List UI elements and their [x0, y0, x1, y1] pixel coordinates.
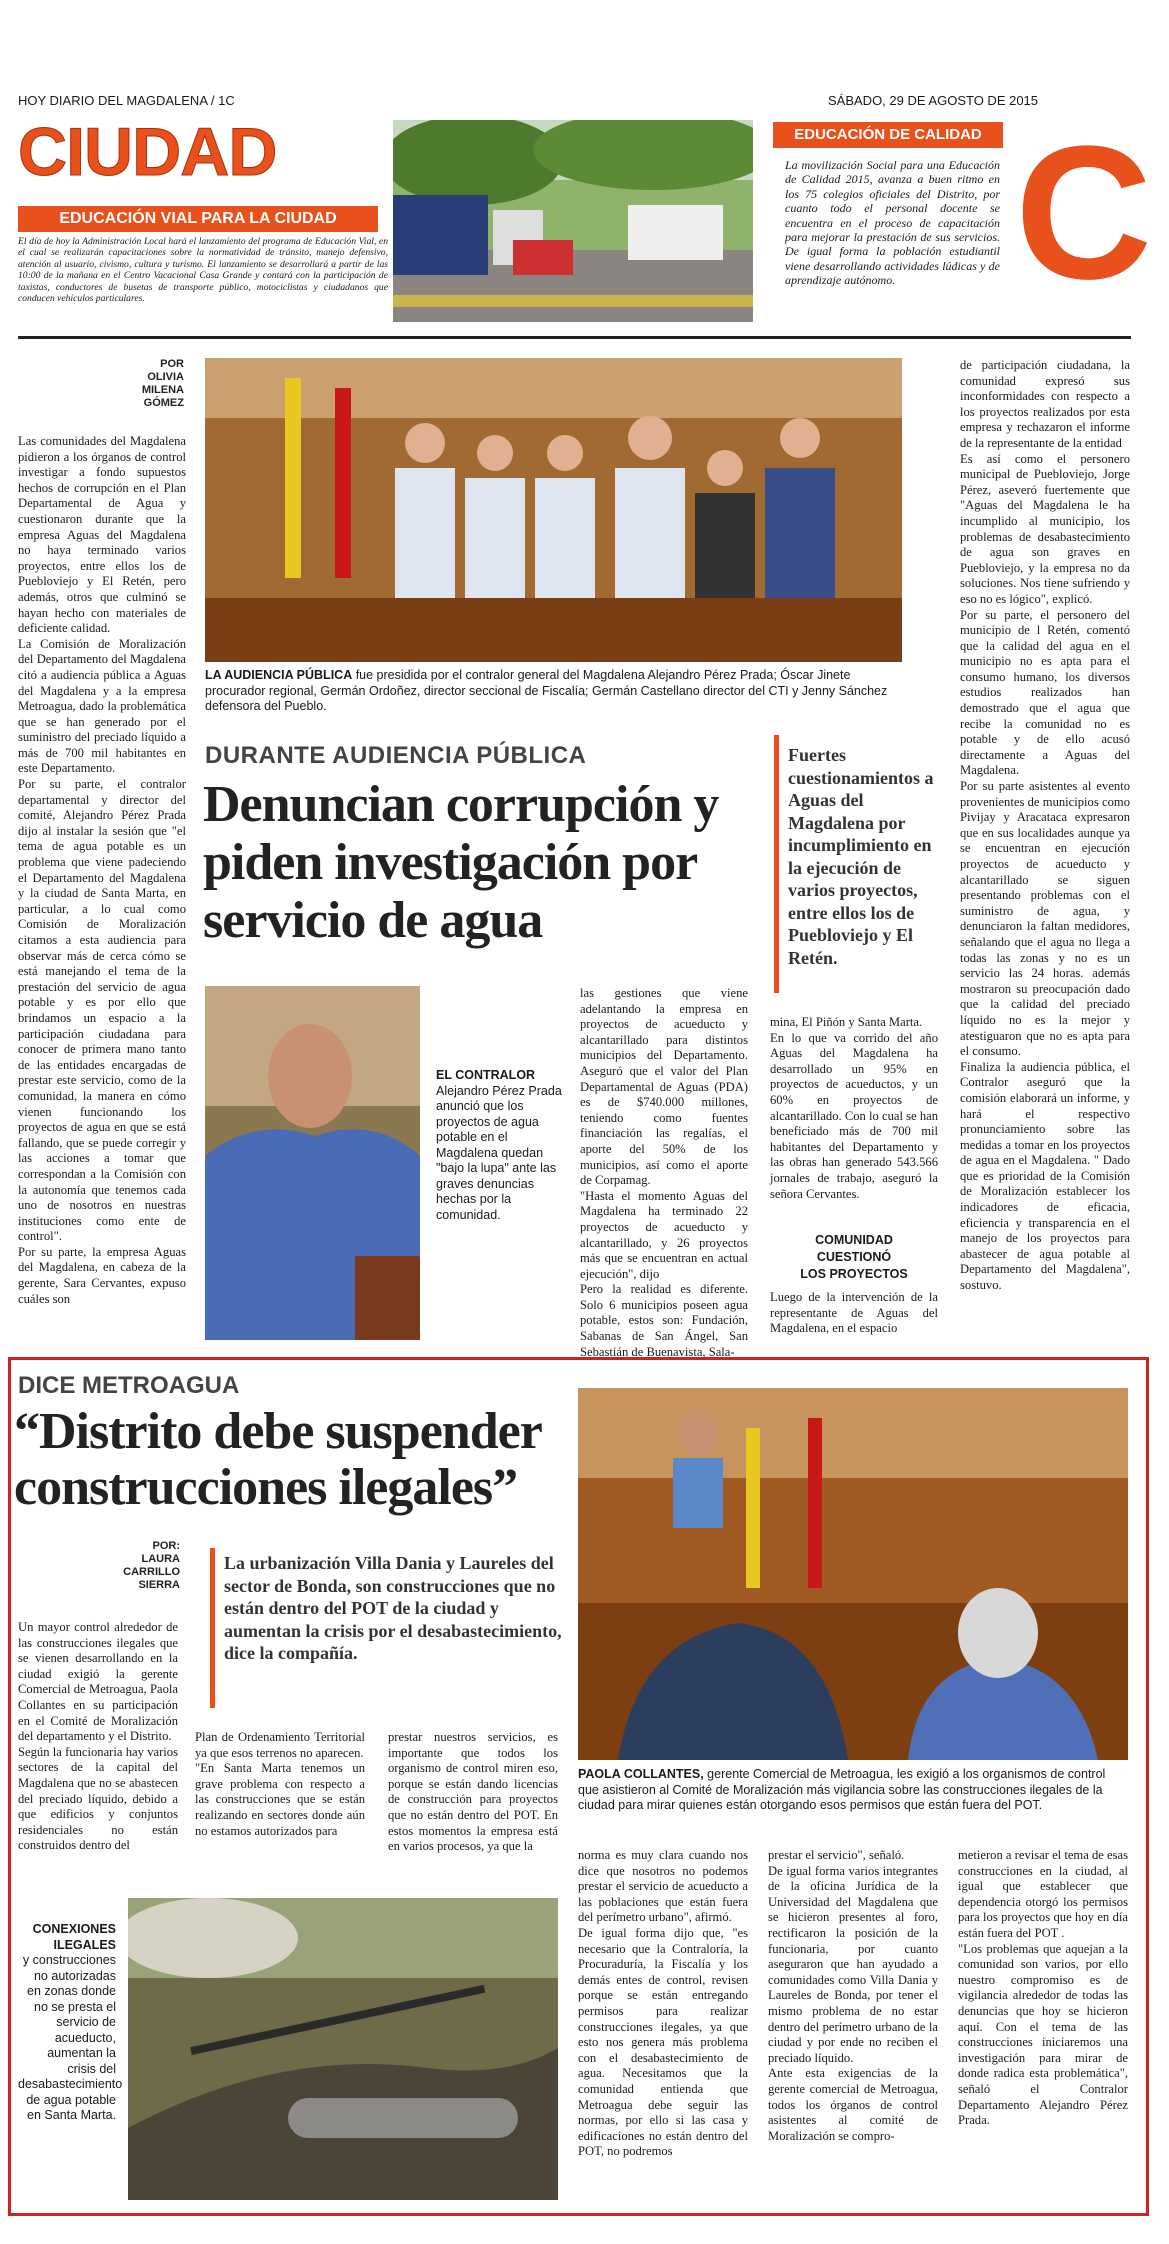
contralor-caption-lead: EL CONTRALOR — [436, 1068, 536, 1082]
contralor-caption-text: Alejandro Pérez Prada anunció que los proyectos de agua potable en el Magdalena quedan "bajo la lupa" ante las graves denuncias hechas por la comunidad. — [436, 1083, 562, 1222]
article2-pullquote: La urbanización Villa Dania y Laureles del sector de Bonda, son construcciones que no están dentro del POT de la ciudad y aumentan la crisis por el desabastecimiento, dice la compañía. — [224, 1553, 562, 1663]
article1-headline: Denuncian corrupción y piden investigación por servicio de agua — [203, 776, 719, 949]
article1-col-mid2: mina, El Piñón y Santa Marta. En lo que va corrido del año Aguas del Magdalena ha desarrollado un 95% en proyectos de acueductos, y un 60% en proyectos de alcantarillado. Con lo cual se han beneficiado más de 700 mil habitantes del Departamento y las obras han generado 543.566 jornales de trabajo, aseguró la señora Cervantes. — [770, 1015, 938, 1201]
pullquote-bar-1 — [774, 735, 779, 993]
right-box-title: EDUCACIÓN DE CALIDAD — [773, 122, 1003, 148]
byline-2: POR: LAURA CARRILLO SIERRA — [123, 1540, 180, 1591]
paper-name: HOY DIARIO DEL MAGDALENA / 1C — [18, 93, 235, 108]
metroagua-caption-text: gerente Comercial de Metroagua, les exigió a los organismos de control que asistieron al Comité de Moralización más vigilancia sobre las construcciones ilegales de la ciudad para mirar quienes están otorgando esos permisos que están fuera del POT. — [578, 1767, 1106, 1812]
audience-caption-lead: LA AUDIENCIA PÚBLICA — [205, 668, 353, 682]
article2-headline: “Distrito debe suspender construcciones ilegales” — [14, 1403, 541, 1516]
conexiones-caption-lead: CONEXIONES ILEGALES — [32, 1922, 116, 1952]
header-rule — [18, 336, 1131, 339]
article1-col-right: de participación ciudadana, la comunidad expresó sus inconformidades con respecto a los proyectos realizados por esta empresa y rechazaron el informe de la representante de la entidad Es así como el personero municipal de Puebloviejo, Jorge Pérez, aseveró fuertemente que "Aguas del Magdalena le ha incumplido al municipio, los problemas de desabastecimiento de agua son graves en Puebloviejo, y la empresa no da soluciones. Nos tiene sufriendo y eso no es lógico", explicó. Por su parte, el personero del municipio de l Retén, comentó que la calidad del agua en el municipio no es apta para el consumo humano, los diversos estudios realizados han demostrado que el agua que recibe la comunidad no es potable y de ello acusó directamente a Aguas del Magdalena. Por su parte asistentes al evento provenientes de municipios como Pivijay y Aracataca expresaron que en sus localidades aunque ya se encuentran en ejecución proyectos de acueducto y alcantarillado se siguen presentando problemas con el suministro de agua, y denunciaron la faltan medidores, señalando que el agua no llega a todas las zonas y no es un servicio las 24 horas. además mostraron su preocupación dado que la calidad del preciado líquido no es la mejor y atestiguaron que no es apta para el consumo. Finaliza la audiencia pública, el Contralor aseguró que la comisión elaborará un informe, y hará el respectivo pronunciamiento sobre las medidas a tomar en los proyectos de agua en el Magdalena. " Dado que es prioridad de la Comisión de Moralización establecer los indicadores de eficacia, eficiencia y transparencia en el manejo de los proyectos para abastecer de agua potable al Departamento del Magdalena", sostuvo. — [960, 358, 1130, 1293]
audience-caption-text: fue presidida por el contralor general del Magdalena Alejandro Pérez Prada; Óscar Jinete procurador regional, Germán Ordoñez, director seccional de Fiscalía; Germán Castellano director del CTI y Jenny Sánchez defensora del Pueblo. — [205, 668, 888, 713]
byline-1: POR OLIVIA MILENA GÓMEZ — [141, 358, 184, 409]
section-letter: C — [1015, 107, 1153, 319]
article1-pullquote: Fuertes cuestionamientos a Aguas del Magdalena por incumplimiento en la ejecución de varios proyectos, entre ellos los de Puebloviejo y El Retén. — [788, 745, 934, 968]
article2-col5: prestar el servicio", señaló. De igual forma varios integrantes de la oficina Jurídica de la Universidad del Magdalena que se hicieron presentes al foro, rectificaron la posición de la funcionaria, por cuanto aseguraron que han ayudado a comunidades como Villa Dania y Laureles de Bonda, por tener el mismo problema de no estar dentro del perímetro urbano de la ciudad y por ende no reciben el preciado líquido. Ante esta exigencias de la gerente comercial de Metroagua, todos los órganos de control asistentes al comité de Moralización se compro- — [768, 1848, 938, 2143]
pipes-photo — [128, 1898, 558, 2200]
article2-col3: prestar nuestros servicios, es importante que todos los organismo de control miren eso, porque se están dando licencias de construcción para proyectos que no están dentro del POT. En estos momentos la empresa está en varios procesos, ya que la — [388, 1730, 558, 1854]
contralor-photo — [205, 986, 420, 1340]
conexiones-caption — [18, 1922, 123, 2124]
article1-col-mid1: las gestiones que viene adelantando la empresa en proyectos de acueducto y alcantarillado para distintos municipios del Departamento. Aseguró que el valor del Plan Departamental de Aguas (PDA) es de $740.000 millones, teniendo como fuentes financiación las regalías, el aporte del 50% de los municipios, así como el aporte de Corpamag. "Hasta el momento Aguas del Magdalena ha terminado 22 proyectos de acueducto y alcantarillado, y 26 proyectos más que se encuentran en actual ejecución", dijo Pero la realidad es diferente. Solo 6 municipios poseen agua potable, estos son: Fundación, Sabanas de San Ángel, San Sebastián de Buenavista, Sala- — [580, 986, 748, 1359]
article2-col6: metieron a revisar el tema de esas construcciones en la ciudad, al igual que establecer que dependencia otorgó los permisos para los proyectos que hoy en día están fuera del POT . "Los problemas que aquejan a la comunidad son varios, por ello nuestro compromiso es de vigilancia alrededor de todas las denuncias que hoy se hicieron aquí. Con el tema de las construcciones iniciaremos una investigación para mirar de donde radica esta problemática", señaló el Contralor Departamento Alejandro Pérez Prada. — [958, 1848, 1128, 2128]
audience-photo-caption — [205, 668, 902, 715]
street-photo — [393, 120, 753, 322]
contralor-photo-image — [205, 986, 420, 1340]
article2-col4: norma es muy clara cuando nos dice que nosotros no podemos prestar el servicio de acueducto a las poblaciones que están fuera del perímetro urbano", afirmó. De igual forma dijo que, "es necesario que la Contraloría, la Procuraduría, la Fiscalía y los demás entes de control, revisen porque se están entregando permisos para realizar construcciones ilegales, ya que esto nos genera más problema con el desabastecimiento de agua. Necesitamos que la comunidad entienda que Metroagua debe seguir las normas, por ello si las casa y edificaciones no están dentro del POT, no podremos — [578, 1848, 748, 2159]
article2-col1: Un mayor control alrededor de las construcciones ilegales que se vienen desarrollando en la ciudad exigió la gerente Comercial de Metroagua, Paola Collantes en su participación en el Comité de Moralización del departamento y el Distrito. Según la funcionaria hay varios sectores de la capital del Magdalena que no se abastecen del preciado líquido, debido a que edificios y conjuntos residenciales no están construidos dentro del — [18, 1620, 178, 1853]
article1-subhead: COMUNIDAD CUESTIONÓ LOS PROYECTOS — [800, 1233, 908, 1281]
metroagua-photo-caption — [578, 1767, 1128, 1814]
audience-photo-image — [205, 358, 902, 662]
metroagua-photo — [578, 1388, 1128, 1760]
article2-kicker: DICE METROAGUA — [18, 1372, 240, 1399]
article2-col2: Plan de Ordenamiento Territorial ya que esos terrenos no aparecen. "En Santa Marta tenemos un grave problema con respecto a las construcciones que se están realizando en sectores donde aún no estamos autorizados para — [195, 1730, 365, 1838]
metroagua-caption-lead: PAOLA COLLANTES, — [578, 1767, 704, 1781]
street-photo-image — [393, 120, 753, 322]
conexiones-caption-text: y construcciones no autorizadas en zonas donde no se presta el servicio de acueducto, aumentan la crisis del desabastecimiento de agua potable en Santa Marta. — [18, 1953, 123, 2122]
left-box-title: EDUCACIÓN VIAL PARA LA CIUDAD — [18, 206, 378, 232]
pullquote-bar-2 — [210, 1548, 215, 1708]
left-box-text: El día de hoy la Administración Local hará el lanzamiento del programa de Educación Vial, en el cual se realizarán capacitaciones sobre la normatividad de tránsito, manejo defensivo, atención al usuario, civismo, cultura y turismo. El lanzamiento se desarrollará a partir de las 10:00 de la mañana en el Centro Vacacional Casa Grande y contará con la participación de taxistas, conductores de busetas de transporte público, motociclistas y ciudadanos que conducen vehículos particulares. — [18, 236, 388, 305]
right-box-text: La movilización Social para una Educación de Calidad 2015, avanza a buen ritmo en los 75 colegios oficiales del Distrito, por cuanto todo el personal docente se encuentra en el proceso de capacitación para mejorar la prestación de sus servicios. De igual forma la población estudiantil viene desarrollando actividades lúdicas y de aprendizaje autónomo. — [785, 158, 1000, 288]
metroagua-photo-image — [578, 1388, 1128, 1760]
article1-col-mid3: Luego de la intervención de la representante de Aguas del Magdalena, en el espacio — [770, 1290, 938, 1336]
pipes-photo-image — [128, 1898, 558, 2200]
section-title: CIUDAD — [18, 114, 277, 190]
article1-col1: Las comunidades del Magdalena pidieron a los órganos de control investigar a fondo supuestos hechos de corrupción en el Plan Departamental de Agua y cuestionaron durante que la empresa Aguas del Magdalena no haya terminado varios proyectos, entre ellos los de Puebloviejo y El Retén, pero además, otros que culminó se hayan hecho con materiales de deficiente calidad. La Comisión de Moralización del Departamento del Magdalena citó a audiencia pública a Aguas del Magdalena y a la empresa Metroagua, dado la problemática que se han generado por el suministro del preciado líquido a más de 700 mil habitantes en este Departamento. Por su parte, el contralor departamental y director del comité, Alejandro Pérez Prada dijo al instalar la sesión que "el tema de agua potable es un problema que viene padeciendo el Departamento del Magdalena y la ciudad de Santa Marta, en particular, a lo cual como Comisión de Moralización citamos a esta audiencia para observar más de cerca cómo se está manejando el tema de la prestación del servicio de agua potable y es por ello que brindamos un espacio a la participación ciudadana para conocer de primera mano tanto de las entidades encargadas de prestar este servicio, como de la comunidad, la manera en cómo vienen funcionando los proyectos de agua en que se está fallando, que se puede corregir y las acciones a tomar que correspondan a la Comisión con la autonomía que tenemos cada uno de nosotros en nuestras instituciones como ente de control". Por su parte, la empresa Aguas del Magdalena, en cabeza de la gerente, Sara Cervantes, expuso cuáles son — [18, 434, 186, 1306]
article1-kicker: DURANTE AUDIENCIA PÚBLICA — [205, 742, 587, 769]
issue-date: SÁBADO, 29 DE AGOSTO DE 2015 — [828, 93, 1039, 108]
contralor-caption — [436, 1068, 566, 1223]
audience-photo — [205, 358, 902, 662]
